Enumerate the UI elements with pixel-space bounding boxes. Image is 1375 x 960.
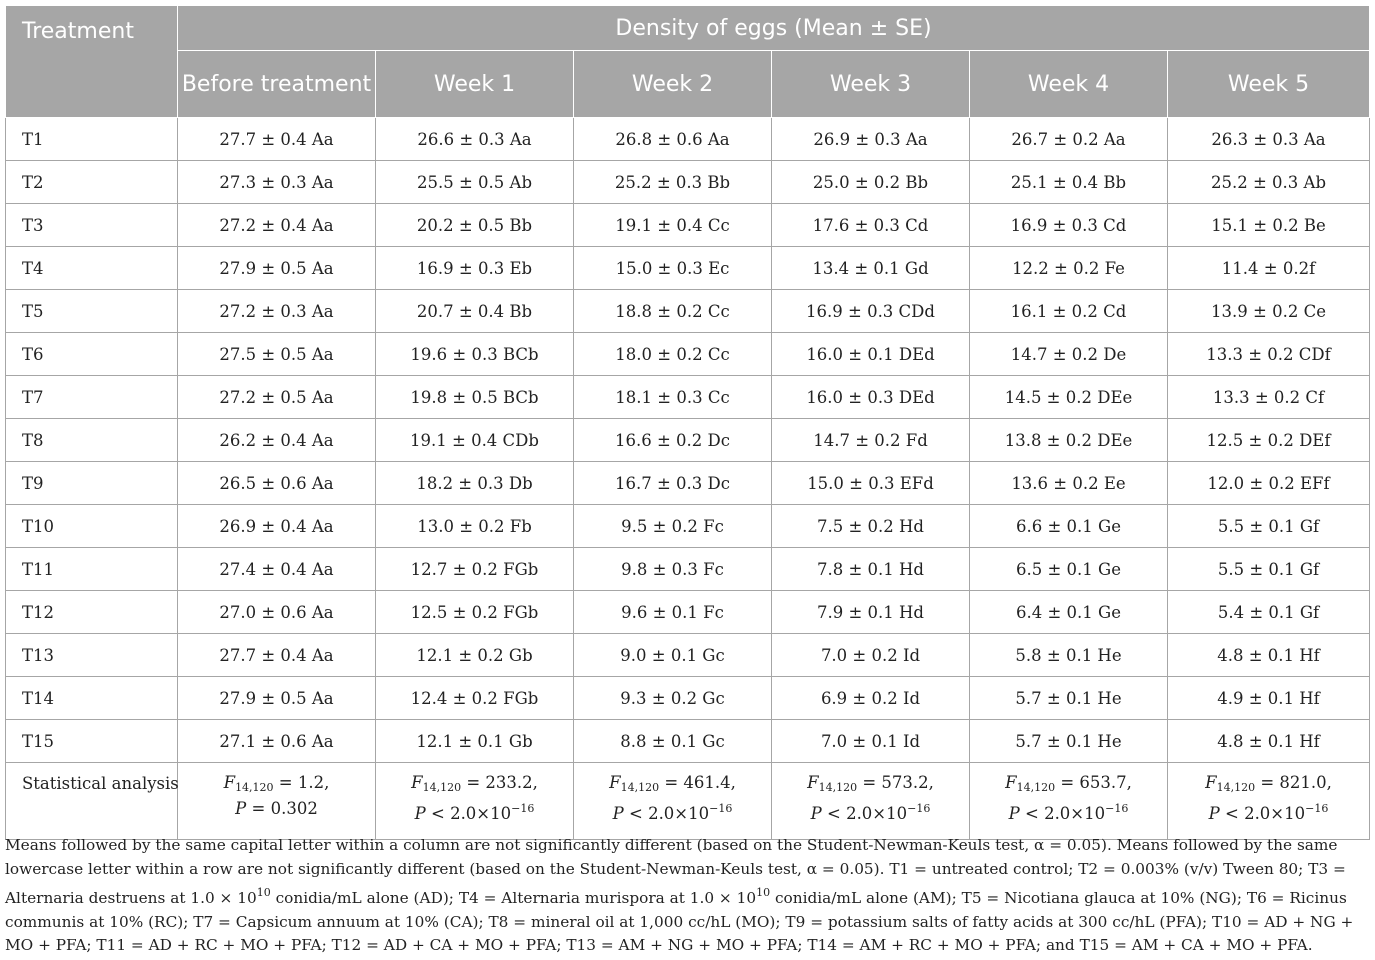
table-cell: 13.0 ± 0.2 Fb	[376, 505, 574, 548]
p-value: < 2.0×10	[821, 804, 908, 823]
table-cell: 27.7 ± 0.4 Aa	[178, 634, 376, 677]
table-cell: 14.5 ± 0.2 DEe	[970, 376, 1168, 419]
column-header: Week 2	[574, 51, 772, 118]
f-statistic	[1168, 772, 1369, 798]
table-cell: 16.9 ± 0.3 Eb	[376, 247, 574, 290]
table-cell: 27.2 ± 0.5 Aa	[178, 376, 376, 419]
p-symbol: P	[235, 799, 247, 818]
statistics-cell	[178, 763, 376, 840]
table-row	[6, 462, 1370, 505]
row-label: T10	[6, 505, 178, 548]
table-cell: 26.6 ± 0.3 Aa	[376, 118, 574, 161]
table-cell: 27.3 ± 0.3 Aa	[178, 161, 376, 204]
table-cell: 27.9 ± 0.5 Aa	[178, 677, 376, 720]
footnote-exponent-2: 10	[756, 886, 771, 899]
table-row	[6, 290, 1370, 333]
table-cell: 9.3 ± 0.2 Gc	[574, 677, 772, 720]
f-value: = 233.2,	[461, 773, 538, 792]
table-cell: 25.2 ± 0.3 Ab	[1168, 161, 1370, 204]
row-label: T7	[6, 376, 178, 419]
row-label: T13	[6, 634, 178, 677]
table-cell: 12.1 ± 0.2 Gb	[376, 634, 574, 677]
p-value-line	[1168, 798, 1369, 824]
row-label: T4	[6, 247, 178, 290]
table-cell: 26.7 ± 0.2 Aa	[970, 118, 1168, 161]
table-cell: 6.6 ± 0.1 Ge	[970, 505, 1168, 548]
statistics-cell	[970, 763, 1168, 840]
table-cell: 18.0 ± 0.2 Cc	[574, 333, 772, 376]
table-cell: 16.9 ± 0.3 Cd	[970, 204, 1168, 247]
table-cell: 5.4 ± 0.1 Gf	[1168, 591, 1370, 634]
table-row	[6, 333, 1370, 376]
table-cell: 11.4 ± 0.2f	[1168, 247, 1370, 290]
table-cell: 19.1 ± 0.4 Cc	[574, 204, 772, 247]
f-symbol: F	[609, 773, 621, 792]
row-label: T6	[6, 333, 178, 376]
footnote-exponent-1: 10	[256, 886, 271, 899]
table-cell: 27.7 ± 0.4 Aa	[178, 118, 376, 161]
p-exponent: −16	[709, 802, 733, 815]
row-label: T12	[6, 591, 178, 634]
table-cell: 27.1 ± 0.6 Aa	[178, 720, 376, 763]
footnote-part-a: Means followed by the same capital letter within a column are not significantly different (based on the Student-Newman-Keuls test, α = 0.05). Means followed by the same lowercase letter within a row are not significantly different (based on the Student-Newman-Keuls test, α = 0.05). T1 = untreated control; T2 = 0.003% (v/v) Tween 80; T3 = Alternaria destruens at 1.0 × 10	[5, 836, 1346, 907]
table-cell: 26.9 ± 0.4 Aa	[178, 505, 376, 548]
f-statistic	[970, 772, 1167, 798]
degrees-of-freedom: 14,120	[235, 781, 274, 794]
table-cell: 25.5 ± 0.5 Ab	[376, 161, 574, 204]
table-cell: 13.8 ± 0.2 DEe	[970, 419, 1168, 462]
f-symbol: F	[223, 773, 236, 792]
f-statistic	[376, 772, 573, 798]
table-cell: 4.8 ± 0.1 Hf	[1168, 720, 1370, 763]
table-row	[6, 591, 1370, 634]
table-cell: 7.8 ± 0.1 Hd	[772, 548, 970, 591]
table-cell: 7.9 ± 0.1 Hd	[772, 591, 970, 634]
table-cell: 18.2 ± 0.3 Db	[376, 462, 574, 505]
table-cell: 12.4 ± 0.2 FGb	[376, 677, 574, 720]
table-cell: 12.0 ± 0.2 EFf	[1168, 462, 1370, 505]
row-label: T1	[6, 118, 178, 161]
row-label: T3	[6, 204, 178, 247]
table-cell: 4.9 ± 0.1 Hf	[1168, 677, 1370, 720]
f-symbol: F	[807, 773, 819, 792]
table-footnote	[5, 834, 1369, 958]
table-cell: 12.5 ± 0.2 FGb	[376, 591, 574, 634]
f-value: = 821.0,	[1255, 773, 1332, 792]
f-statistic	[178, 772, 375, 798]
table-cell: 20.7 ± 0.4 Bb	[376, 290, 574, 333]
table-cell: 7.5 ± 0.2 Hd	[772, 505, 970, 548]
data-table	[5, 5, 1370, 840]
p-value-line	[772, 798, 969, 824]
table-cell: 16.0 ± 0.1 DEd	[772, 333, 970, 376]
f-value: = 573.2,	[857, 773, 934, 792]
table-row	[6, 720, 1370, 763]
column-header: Week 4	[970, 51, 1168, 118]
table-cell: 9.8 ± 0.3 Fc	[574, 548, 772, 591]
table-cell: 25.2 ± 0.3 Bb	[574, 161, 772, 204]
f-symbol: F	[1205, 773, 1217, 792]
degrees-of-freedom: 14,120	[818, 781, 858, 794]
table-cell: 15.1 ± 0.2 Be	[1168, 204, 1370, 247]
table-cell: 18.8 ± 0.2 Cc	[574, 290, 772, 333]
table-cell: 16.1 ± 0.2 Cd	[970, 290, 1168, 333]
row-label: T2	[6, 161, 178, 204]
degrees-of-freedom: 14,120	[1216, 781, 1256, 794]
table-cell: 17.6 ± 0.3 Cd	[772, 204, 970, 247]
p-value: = 0.302	[246, 799, 318, 818]
p-symbol: P	[1008, 804, 1020, 823]
row-label: T8	[6, 419, 178, 462]
table-row	[6, 677, 1370, 720]
p-value-line	[970, 798, 1167, 824]
table-cell: 16.9 ± 0.3 CDd	[772, 290, 970, 333]
table-cell: 5.7 ± 0.1 He	[970, 720, 1168, 763]
p-symbol: P	[1208, 804, 1220, 823]
row-label: T14	[6, 677, 178, 720]
p-exponent: −16	[1105, 802, 1129, 815]
p-value: < 2.0×10	[425, 804, 512, 823]
table-cell: 6.5 ± 0.1 Ge	[970, 548, 1168, 591]
table-cell: 27.4 ± 0.4 Aa	[178, 548, 376, 591]
row-label: T5	[6, 290, 178, 333]
table-cell: 13.9 ± 0.2 Ce	[1168, 290, 1370, 333]
table-row	[6, 505, 1370, 548]
table-cell: 27.2 ± 0.3 Aa	[178, 290, 376, 333]
table-cell: 12.2 ± 0.2 Fe	[970, 247, 1168, 290]
row-label: T15	[6, 720, 178, 763]
table-cell: 27.5 ± 0.5 Aa	[178, 333, 376, 376]
table-cell: 27.2 ± 0.4 Aa	[178, 204, 376, 247]
table-cell: 15.0 ± 0.3 Ec	[574, 247, 772, 290]
row-label: T11	[6, 548, 178, 591]
table-cell: 9.5 ± 0.2 Fc	[574, 505, 772, 548]
p-value: < 2.0×10	[1019, 804, 1106, 823]
table-cell: 7.0 ± 0.1 Id	[772, 720, 970, 763]
table-cell: 13.6 ± 0.2 Ee	[970, 462, 1168, 505]
p-value-line	[376, 798, 573, 824]
table-cell: 18.1 ± 0.3 Cc	[574, 376, 772, 419]
statistics-cell	[574, 763, 772, 840]
table-cell: 13.4 ± 0.1 Gd	[772, 247, 970, 290]
column-header: Week 1	[376, 51, 574, 118]
footnote-part-b: conidia/mL alone (AD); T4 = Alternaria murispora at 1.0 × 10	[270, 889, 757, 907]
table-row	[6, 247, 1370, 290]
table-row	[6, 204, 1370, 247]
table-cell: 9.6 ± 0.1 Fc	[574, 591, 772, 634]
statistics-cell	[1168, 763, 1370, 840]
footnote-part-c: conidia/mL alone (AM); T5 = Nicotiana glauca at 10% (NG); T6 = Ricinus communis at 10% (RC); T7 = Capsicum annuum at 10% (CA); T8 = mineral oil at 1,000 cc/hL (MO); T9 = potassium salts of fatty acids at 300 cc/hL (PFA); T10 = AD + NG + MO + PFA; T11 = AD + RC + MO + PFA; T12 = AD + CA + MO + PFA; T13 = AM + NG + MO + PFA; T14 = AM + RC + MO + PFA; and T15 = AM + CA + MO + PFA.	[5, 889, 1354, 954]
f-value: = 653.7,	[1055, 773, 1132, 792]
f-value: = 1.2,	[273, 773, 330, 792]
table-cell: 20.2 ± 0.5 Bb	[376, 204, 574, 247]
table-cell: 5.8 ± 0.1 He	[970, 634, 1168, 677]
table-cell: 25.1 ± 0.4 Bb	[970, 161, 1168, 204]
table-cell: 26.8 ± 0.6 Aa	[574, 118, 772, 161]
p-exponent: −16	[907, 802, 931, 815]
table-cell: 12.5 ± 0.2 DEf	[1168, 419, 1370, 462]
table-cell: 26.9 ± 0.3 Aa	[772, 118, 970, 161]
p-symbol: P	[612, 804, 624, 823]
degrees-of-freedom: 14,120	[1016, 781, 1056, 794]
table-row	[6, 548, 1370, 591]
table-cell: 13.3 ± 0.2 CDf	[1168, 333, 1370, 376]
table-cell: 5.5 ± 0.1 Gf	[1168, 548, 1370, 591]
column-header: Week 5	[1168, 51, 1370, 118]
table-cell: 16.7 ± 0.3 Dc	[574, 462, 772, 505]
table-cell: 13.3 ± 0.2 Cf	[1168, 376, 1370, 419]
p-symbol: P	[414, 804, 426, 823]
table-cell: 16.6 ± 0.2 Dc	[574, 419, 772, 462]
f-statistic	[574, 772, 771, 798]
statistics-row	[6, 763, 1370, 840]
f-statistic	[772, 772, 969, 798]
table-cell: 8.8 ± 0.1 Gc	[574, 720, 772, 763]
table-cell: 12.7 ± 0.2 FGb	[376, 548, 574, 591]
table-cell: 26.5 ± 0.6 Aa	[178, 462, 376, 505]
table-cell: 12.1 ± 0.1 Gb	[376, 720, 574, 763]
table-cell: 19.6 ± 0.3 BCb	[376, 333, 574, 376]
f-symbol: F	[1005, 773, 1017, 792]
table-cell: 7.0 ± 0.2 Id	[772, 634, 970, 677]
table-cell: 26.2 ± 0.4 Aa	[178, 419, 376, 462]
f-symbol: F	[411, 773, 423, 792]
table-cell: 5.7 ± 0.1 He	[970, 677, 1168, 720]
table-cell: 25.0 ± 0.2 Bb	[772, 161, 970, 204]
table-cell: 16.0 ± 0.3 DEd	[772, 376, 970, 419]
degrees-of-freedom: 14,120	[422, 781, 462, 794]
p-value: < 2.0×10	[623, 804, 710, 823]
table-row	[6, 376, 1370, 419]
table-cell: 9.0 ± 0.1 Gc	[574, 634, 772, 677]
table-cell: 19.1 ± 0.4 CDb	[376, 419, 574, 462]
header-treatment: Treatment	[6, 6, 178, 118]
statistics-cell	[376, 763, 574, 840]
column-header: Week 3	[772, 51, 970, 118]
table-cell: 14.7 ± 0.2 De	[970, 333, 1168, 376]
column-header: Before treatment	[178, 51, 376, 118]
table-row	[6, 419, 1370, 462]
table-cell: 14.7 ± 0.2 Fd	[772, 419, 970, 462]
table-cell: 5.5 ± 0.1 Gf	[1168, 505, 1370, 548]
row-label: T9	[6, 462, 178, 505]
header-group: Density of eggs (Mean ± SE)	[178, 6, 1370, 51]
table-cell: 15.0 ± 0.3 EFd	[772, 462, 970, 505]
p-exponent: −16	[511, 802, 535, 815]
p-value-line	[178, 798, 375, 819]
p-value: < 2.0×10	[1219, 804, 1306, 823]
p-symbol: P	[810, 804, 822, 823]
table-body	[6, 118, 1370, 840]
table-row	[6, 161, 1370, 204]
table-cell: 27.9 ± 0.5 Aa	[178, 247, 376, 290]
column-headers	[6, 51, 1370, 118]
f-value: = 461.4,	[659, 773, 736, 792]
statistics-cell	[772, 763, 970, 840]
p-exponent: −16	[1305, 802, 1329, 815]
table-cell: 4.8 ± 0.1 Hf	[1168, 634, 1370, 677]
table-cell: 26.3 ± 0.3 Aa	[1168, 118, 1370, 161]
table-cell: 19.8 ± 0.5 BCb	[376, 376, 574, 419]
p-value-line	[574, 798, 771, 824]
table-cell: 6.4 ± 0.1 Ge	[970, 591, 1168, 634]
statistics-label: Statistical analysis	[6, 763, 178, 840]
table-cell: 27.0 ± 0.6 Aa	[178, 591, 376, 634]
table-cell: 6.9 ± 0.2 Id	[772, 677, 970, 720]
table-row	[6, 118, 1370, 161]
table-row	[6, 634, 1370, 677]
degrees-of-freedom: 14,120	[620, 781, 660, 794]
